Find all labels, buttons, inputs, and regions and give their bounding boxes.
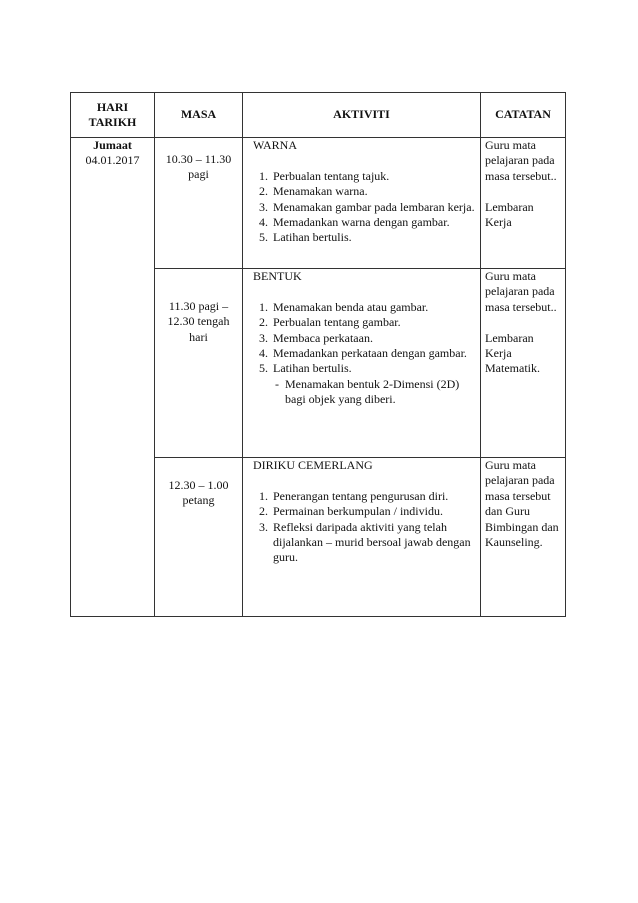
note-line: Matematik. [485, 361, 540, 376]
header-row [71, 93, 566, 138]
note-line: Guru mata [485, 269, 536, 283]
notes-cell [481, 269, 566, 458]
note-line: Guru mata [485, 458, 536, 472]
note-line: Kaunseling. [485, 535, 543, 550]
table-row [71, 138, 566, 269]
time-line: 11.30 pagi – [168, 299, 229, 313]
time-cell [155, 269, 243, 458]
day-date: 04.01.2017 [85, 153, 140, 168]
header-aktiviti: AKTIVITI [243, 93, 481, 138]
notes-cell [481, 138, 566, 269]
list-item: 1. Perbualan tentang tajuk. [271, 169, 477, 184]
list-item: 1. Penerangan tentang pengurusan diri. [271, 489, 477, 504]
note-line: Kerja [485, 215, 512, 230]
spacer [485, 315, 561, 330]
header-hari-tarikh [71, 93, 155, 138]
header-tarikh: TARIKH [88, 115, 137, 129]
day-name: Jumaat [93, 138, 132, 152]
header-catatan: CATATAN [481, 93, 566, 138]
list-item-text: Latihan bertulis. [273, 361, 352, 376]
list-item: 1. Menamakan benda atau gambar. [271, 300, 477, 315]
list-item: 3. Membaca perkataan. [271, 331, 477, 346]
activity-title: BENTUK [253, 269, 302, 283]
list-item: 2. Perbualan tentang gambar. [271, 315, 477, 330]
note-line: Lembaran [485, 330, 534, 345]
activity-title: WARNA [253, 138, 297, 152]
note-line: pelajaran pada [485, 153, 555, 168]
spacer [485, 184, 561, 199]
note-line: masa tersebut.. [485, 299, 557, 314]
list-item: 3. Menamakan gambar pada lembaran kerja. [271, 200, 477, 215]
note-line: Guru mata [485, 138, 536, 152]
note-line: Lembaran [485, 199, 534, 214]
schedule-table [70, 92, 566, 617]
spacer [253, 284, 477, 299]
list-item: 5. Latihan bertulis. [271, 230, 477, 245]
note-line: Kerja [485, 346, 512, 361]
time-line: 12.30 tengah [167, 314, 230, 329]
day-cell [71, 138, 155, 617]
activity-cell [243, 269, 481, 458]
list-item: 2. Permainan berkumpulan / individu. [271, 504, 477, 519]
activity-list [253, 300, 477, 408]
sub-item-text: Menamakan bentuk 2-Dimensi (2D) bagi objek yang diberi. [285, 376, 460, 407]
time-line: petang [182, 493, 215, 508]
activity-cell [243, 458, 481, 617]
note-line: pelajaran pada [485, 473, 555, 488]
note-line: masa tersebut [485, 488, 551, 503]
list-item: 4. Memadankan perkataan dengan gambar. [271, 346, 477, 361]
notes-cell [481, 458, 566, 617]
time-line: hari [189, 329, 208, 344]
list-item [271, 361, 477, 407]
note-line: Bimbingan dan [485, 519, 559, 534]
header-masa: MASA [155, 93, 243, 138]
time-cell [155, 458, 243, 617]
time-line: pagi [188, 167, 209, 182]
time-cell [155, 138, 243, 269]
activity-title: DIRIKU CEMERLANG [253, 458, 373, 472]
list-item: 4. Memadankan warna dengan gambar. [271, 215, 477, 230]
note-line: masa tersebut.. [485, 168, 557, 183]
note-line: pelajaran pada [485, 284, 555, 299]
header-hari: HARI [96, 100, 129, 114]
dash-marker: - [275, 376, 279, 391]
note-line: dan Guru [485, 504, 530, 519]
activity-list [253, 489, 477, 566]
activity-cell [243, 138, 481, 269]
list-item: 3. Refleksi daripada aktiviti yang telah dijalankan – murid bersoal jawab dengan guru. [271, 520, 477, 566]
time-line: 12.30 – 1.00 [168, 478, 229, 492]
activity-list [253, 169, 477, 246]
spacer [253, 153, 477, 168]
time-line: 10.30 – 11.30 [165, 152, 232, 166]
spacer [253, 473, 477, 488]
sub-list-item [273, 377, 477, 408]
list-item: 2. Menamakan warna. [271, 184, 477, 199]
